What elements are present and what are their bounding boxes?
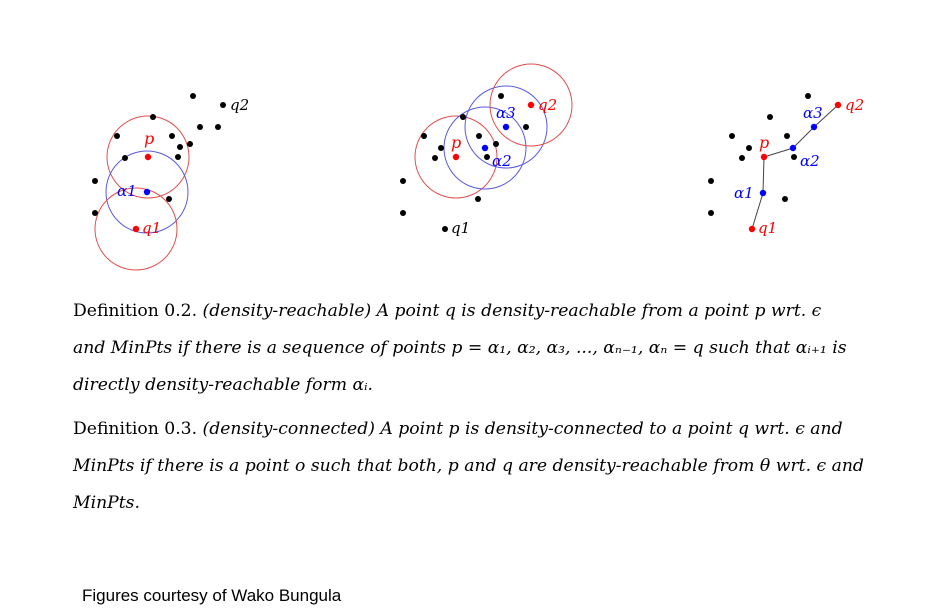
point xyxy=(190,93,196,99)
point xyxy=(442,226,448,232)
point xyxy=(421,133,427,139)
label-alpha3: α3 xyxy=(496,104,516,122)
point xyxy=(150,114,156,120)
point xyxy=(114,133,120,139)
point-alpha1 xyxy=(760,190,766,196)
definition-text: (density-reachable) A point q is density-reachable from a point p wrt. ϵ xyxy=(202,301,822,321)
point xyxy=(175,154,181,160)
point-alpha3 xyxy=(811,124,817,130)
figure-3-reachability-chain xyxy=(708,93,864,237)
label-q1: q1 xyxy=(758,219,778,237)
point xyxy=(484,154,490,160)
definition-line: MinPts. xyxy=(73,493,140,513)
chain-line xyxy=(752,105,838,229)
point xyxy=(805,93,811,99)
point-p xyxy=(453,154,459,160)
point xyxy=(460,114,466,120)
point xyxy=(729,133,735,139)
point xyxy=(197,124,203,130)
label-p: p xyxy=(144,129,155,148)
point-q2 xyxy=(835,102,841,108)
point xyxy=(400,178,406,184)
label-alpha2: α2 xyxy=(800,152,820,170)
point xyxy=(92,178,98,184)
point xyxy=(523,124,529,130)
figure-1-direct-density xyxy=(92,93,249,270)
definition-title: Definition 0.3. xyxy=(73,419,198,439)
point xyxy=(220,102,226,108)
definition-line xyxy=(73,293,847,330)
label-q2: q2 xyxy=(845,96,865,114)
point-q1 xyxy=(133,226,139,232)
label-q1: q1 xyxy=(451,219,471,237)
definition-line: directly density-reachable form αᵢ. xyxy=(73,375,374,395)
definition-0-2 xyxy=(73,293,847,404)
point xyxy=(708,210,714,216)
point xyxy=(791,154,797,160)
point xyxy=(177,144,183,150)
label-alpha2: α2 xyxy=(492,152,512,170)
point xyxy=(784,133,790,139)
label-p: p xyxy=(759,133,770,152)
point-p xyxy=(145,154,151,160)
point xyxy=(438,145,444,151)
point xyxy=(708,178,714,184)
point xyxy=(432,155,438,161)
point-p xyxy=(761,154,767,160)
label-q1: q1 xyxy=(142,219,162,237)
label-q2: q2 xyxy=(230,96,250,114)
point-alpha1 xyxy=(144,189,150,195)
definition-0-3 xyxy=(73,411,864,522)
point-alpha2 xyxy=(482,145,488,151)
point-alpha2 xyxy=(790,145,796,151)
label-alpha1: α1 xyxy=(734,184,754,202)
point xyxy=(782,196,788,202)
point xyxy=(739,155,745,161)
definition-text: (density-connected) A point p is density-connected to a point q wrt. ϵ and xyxy=(202,419,843,439)
point xyxy=(476,133,482,139)
point xyxy=(767,114,773,120)
figure-2-density-reachable-circles xyxy=(400,64,572,237)
point xyxy=(493,141,499,147)
point xyxy=(215,124,221,130)
definition-line: and MinPts if there is a sequence of points p = α₁, α₂, α₃, ..., αₙ₋₁, αₙ = q such that αᵢ₊₁ is xyxy=(73,338,847,358)
definition-title: Definition 0.2. xyxy=(73,301,198,321)
label-p: p xyxy=(451,133,462,152)
point xyxy=(475,196,481,202)
label-alpha3: α3 xyxy=(803,104,823,122)
definition-line: MinPts if there is a point o such that both, p and q are density-reachable from θ wrt. ϵ and xyxy=(73,456,864,476)
point xyxy=(498,93,504,99)
point xyxy=(169,133,175,139)
figures-panel xyxy=(0,0,936,290)
point xyxy=(187,141,193,147)
point-alpha3 xyxy=(503,124,509,130)
label-alpha1: α1 xyxy=(117,182,137,200)
point xyxy=(92,210,98,216)
point-q2 xyxy=(528,102,534,108)
point-q1 xyxy=(749,226,755,232)
point xyxy=(122,155,128,161)
figure-credit: Figures courtesy of Wako Bungula xyxy=(82,586,342,605)
label-q2: q2 xyxy=(538,96,558,114)
point xyxy=(166,196,172,202)
point xyxy=(400,210,406,216)
definition-line xyxy=(73,411,864,448)
point xyxy=(746,145,752,151)
